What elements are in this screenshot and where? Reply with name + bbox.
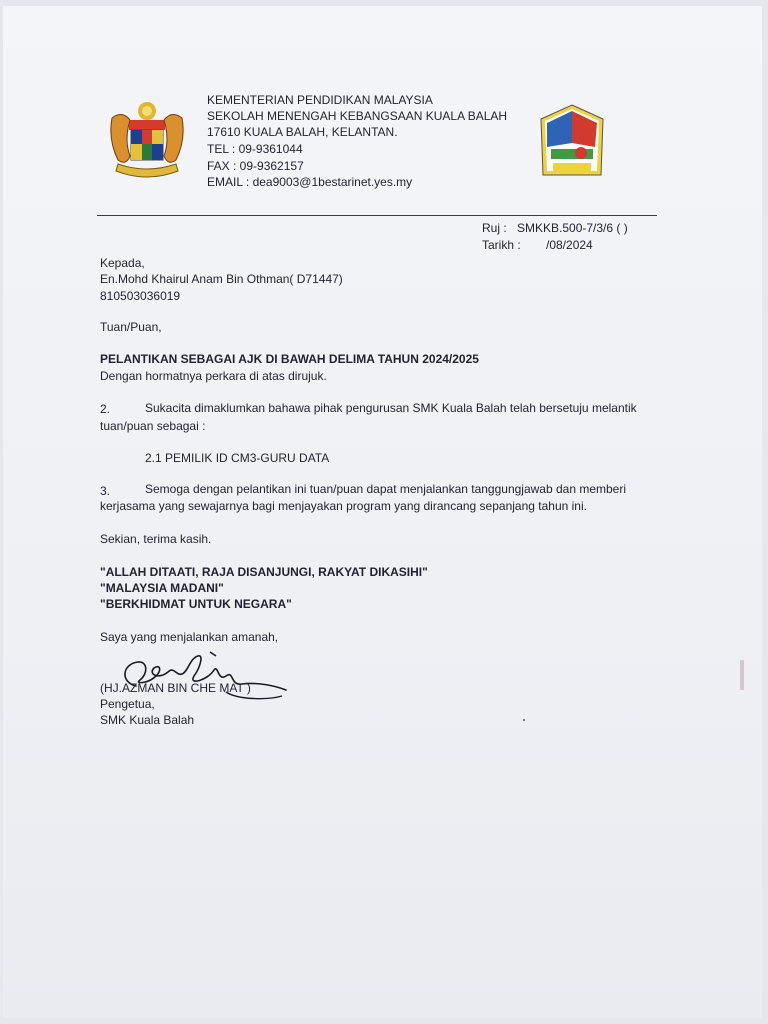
ref-tarikh-value: /08/2024: [546, 238, 593, 252]
signatory-title: Pengetua,: [100, 697, 155, 711]
recipient-id: 810503036019: [100, 289, 181, 303]
signatory-school: SMK Kuala Balah: [100, 713, 195, 727]
intro-line: Dengan hormatnya perkara di atas dirujuk.: [100, 369, 327, 383]
appointment-item: 2.1 PEMILIK ID CM3-GURU DATA: [145, 451, 330, 465]
slogan-2: "MALAYSIA MADANI": [100, 581, 224, 595]
letterhead-school: SEKOLAH MENENGAH KEBANGSAAN KUALA BALAH: [207, 109, 508, 123]
para2-line2: tuan/puan sebagai :: [100, 419, 206, 433]
malaysia-coat-of-arms-icon: [106, 98, 188, 182]
para2-number: 2.: [100, 402, 111, 416]
subject-heading: PELANTIKAN SEBAGAI AJK DI BAWAH DELIMA TAHUN 2024/2025: [100, 352, 479, 366]
salutation: Tuan/Puan,: [100, 320, 162, 334]
letterhead-tel: TEL : 09-9361044: [207, 142, 303, 156]
para3-number: 3.: [100, 484, 111, 498]
slogan-1: "ALLAH DITAATI, RAJA DISANJUNGI, RAKYAT DIKASIHI": [100, 565, 428, 579]
letterhead-fax: FAX : 09-9362157: [207, 159, 304, 173]
para2-line1: Sukacita dimaklumkan bahawa pihak pengurusan SMK Kuala Balah telah bersetuju melantik: [145, 401, 637, 415]
signoff-line: Saya yang menjalankan amanah,: [100, 630, 279, 644]
closing-line: Sekian, terima kasih.: [100, 532, 212, 546]
para3-line2: kerjasama yang sewajarnya bagi menjayakan program yang dirancang sepanjang tahun ini.: [100, 499, 587, 513]
ref-ruj-label: Ruj :: [482, 221, 507, 235]
letterhead-email: EMAIL : dea9003@1bestarinet.yes.my: [207, 175, 413, 189]
letterhead-ministry: KEMENTERIAN PENDIDIKAN MALAYSIA: [207, 93, 433, 107]
letterhead-divider: [97, 215, 657, 216]
signatory-name: (HJ.AZMAN BIN CHE MAT ): [100, 681, 251, 695]
recipient-kepada: Kepada,: [100, 256, 145, 270]
letterhead-address: 17610 KUALA BALAH, KELANTAN.: [207, 125, 398, 139]
para3-line1: Semoga dengan pelantikan ini tuan/puan dapat menjalankan tanggungjawab dan memberi: [145, 482, 627, 496]
school-logo-icon: [537, 103, 607, 183]
ref-tarikh-label: Tarikh :: [482, 238, 521, 252]
ref-ruj-value: SMKKB.500-7/3/6 ( ): [517, 221, 628, 235]
slogan-3: "BERKHIDMAT UNTUK NEGARA": [100, 597, 292, 611]
recipient-name: En.Mohd Khairul Anam Bin Othman( D71447): [100, 272, 343, 286]
